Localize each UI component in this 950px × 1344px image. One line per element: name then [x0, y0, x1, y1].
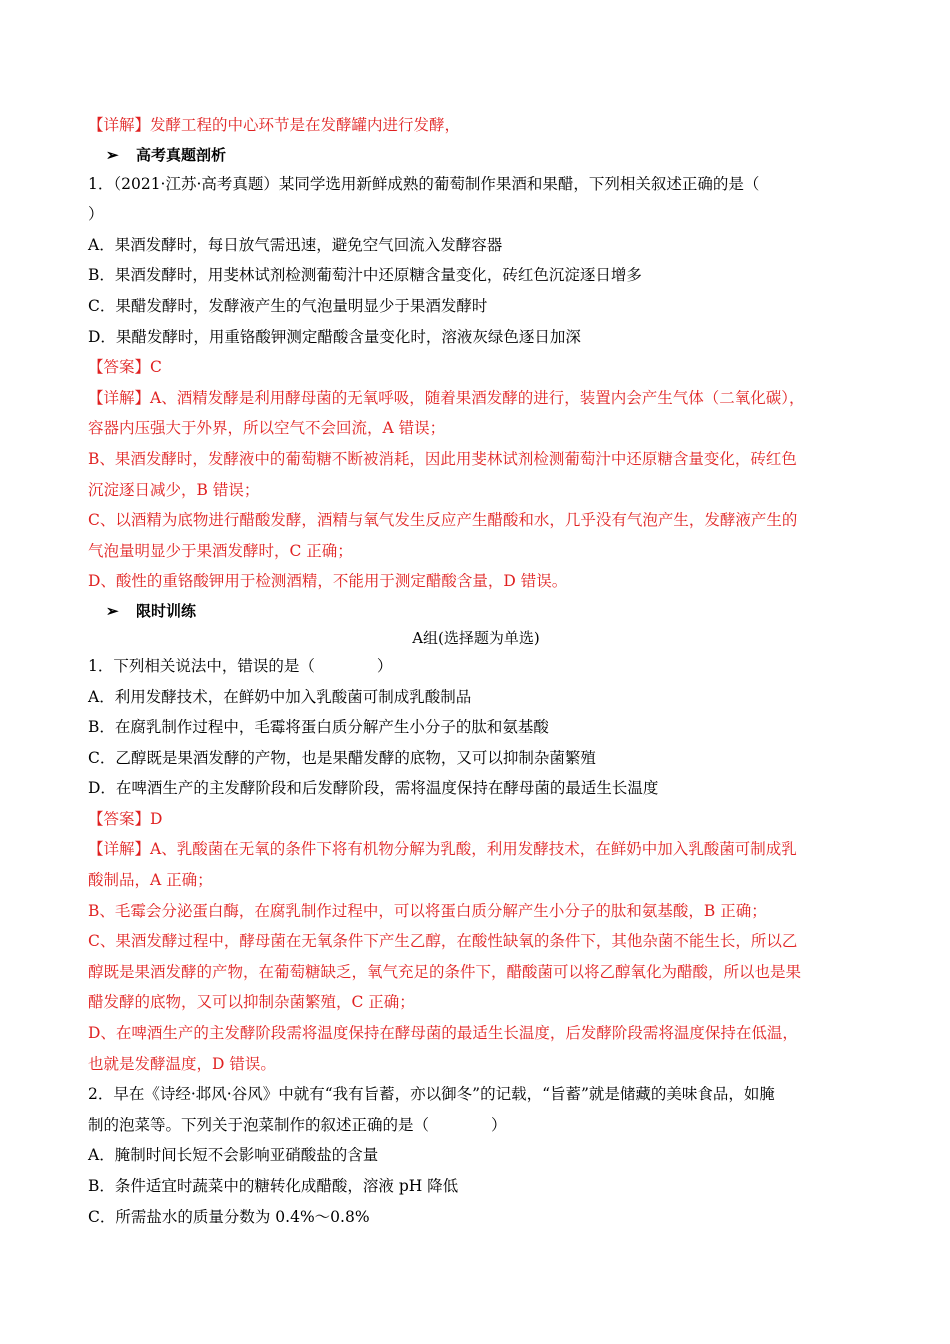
intro-detail: 【详解】发酵工程的中心环节是在发酵罐内进行发酵， [88, 116, 461, 134]
group-label: A组(选择题为单选) [412, 628, 540, 647]
t1-detail-line: C、果酒发酵过程中，酵母菌在无氧条件下产生乙醇，在酸性缺氧的条件下，其他杂菌不能生长，所以乙 [88, 932, 798, 951]
t1-option-c: C．乙醇既是果酒发酵的产物，也是果醋发酵的底物，又可以抑制杂菌繁殖 [88, 748, 596, 767]
section-heading-practice [88, 597, 864, 625]
t1-option-b: B．在腐乳制作过程中，毛霉将蛋白质分解产生小分子的肽和氨基酸 [88, 718, 549, 737]
t1-detail-line: 【详解】A、乳酸菌在无氧的条件下将有机物分解为乳酸，利用发酵技术，在鲜奶中加入乳酸菌可制成乳 [88, 840, 797, 859]
t1-detail-line: D、在啤酒生产的主发酵阶段需将温度保持在酵母菌的最适生长温度，后发酵阶段需将温度保持在低温， [88, 1024, 798, 1043]
q1-option-c: C．果醋发酵时，发酵液产生的气泡量明显少于果酒发酵时 [88, 296, 488, 315]
q1-detail-line: C、以酒精为底物进行醋酸发酵，酒精与氧气发生反应产生醋酸和水，几乎没有气泡产生，发酵液产生的 [88, 511, 798, 530]
q1-detail-line: 容器内压强大于外界，所以空气不会回流，A 错误； [88, 419, 446, 438]
t1-stem: 1．下列相关说法中，错误的是（ ） [88, 656, 393, 675]
arrow-bullet-icon: ➢ [106, 145, 119, 164]
q1-option-b: B．果酒发酵时，用斐林试剂检测葡萄汁中还原糖含量变化，砖红色沉淀逐日增多 [88, 266, 642, 285]
section-title: 高考真题剖析 [136, 145, 227, 164]
t1-detail-line: 醋发酵的底物，又可以抑制杂菌繁殖，C 正确； [88, 993, 415, 1012]
q1-detail-line: B、果酒发酵时，发酵液中的葡萄糖不断被消耗，因此用斐林试剂检测葡萄汁中还原糖含量变化，砖红色 [88, 449, 797, 468]
q1-stem-line1: 1．（2021·江苏·高考真题）某同学选用新鲜成熟的葡萄制作果酒和果醋，下列相关叙述正确的是（ [88, 174, 760, 193]
document-content [88, 110, 864, 1232]
t1-option-a: A．利用发酵技术，在鲜奶中加入乳酸菌可制成乳酸制品 [88, 687, 472, 706]
section-title: 限时训练 [136, 601, 197, 620]
t1-answer: 【答案】D [88, 809, 163, 828]
q1-detail-line: D、酸性的重铬酸钾用于检测酒精，不能用于测定醋酸含量，D 错误。 [88, 572, 568, 591]
t1-detail-line: B、毛霉会分泌蛋白酶，在腐乳制作过程中，可以将蛋白质分解产生小分子的肽和氨基酸，B 正确； [88, 901, 767, 920]
q1-option-d: D．果醋发酵时，用重铬酸钾测定醋酸含量变化时，溶液灰绿色逐日加深 [88, 327, 581, 346]
q1-answer: 【答案】C [88, 358, 162, 377]
q1-stem-line2: ） [88, 205, 104, 224]
q1-option-a: A．果酒发酵时，每日放气需迅速，避免空气回流入发酵容器 [88, 235, 503, 254]
q1-detail-line: 气泡量明显少于果酒发酵时，C 正确； [88, 541, 353, 560]
t1-option-d: D．在啤酒生产的主发酵阶段和后发酵阶段，需将温度保持在酵母菌的最适生长温度 [88, 779, 659, 798]
t2-stem-line2: 制的泡菜等。下列关于泡菜制作的叙述正确的是（ ） [88, 1115, 507, 1134]
t2-option-c: C．所需盐水的质量分数为 0.4%～0.8% [88, 1207, 370, 1226]
t2-option-a: A．腌制时间长短不会影响亚硝酸盐的含量 [88, 1146, 379, 1165]
q1-detail-line: 【详解】A、酒精发酵是利用酵母菌的无氧呼吸，随着果酒发酵的进行，装置内会产生气体（二氧化碳）， [88, 388, 805, 407]
t1-detail-line: 醇既是果酒发酵的产物，在葡萄糖缺乏，氧气充足的条件下，醋酸菌可以将乙醇氧化为醋酸，所以也是果 [88, 962, 802, 981]
q1-detail-line: 沉淀逐日减少，B 错误； [88, 480, 260, 499]
t2-option-b: B．条件适宜时蔬菜中的糖转化成醋酸，溶液 pH 降低 [88, 1177, 459, 1195]
section-heading-exam [88, 141, 864, 169]
t1-detail-line: 酸制品，A 正确； [88, 871, 213, 890]
arrow-bullet-icon: ➢ [106, 601, 119, 620]
t1-detail-line: 也就是发酵温度，D 错误。 [88, 1054, 276, 1073]
t2-stem-line1: 2．早在《诗经·邶风·谷风》中就有“我有旨蓄，亦以御冬”的记载，“旨蓄”就是储藏的美味食品，如腌 [88, 1085, 775, 1104]
